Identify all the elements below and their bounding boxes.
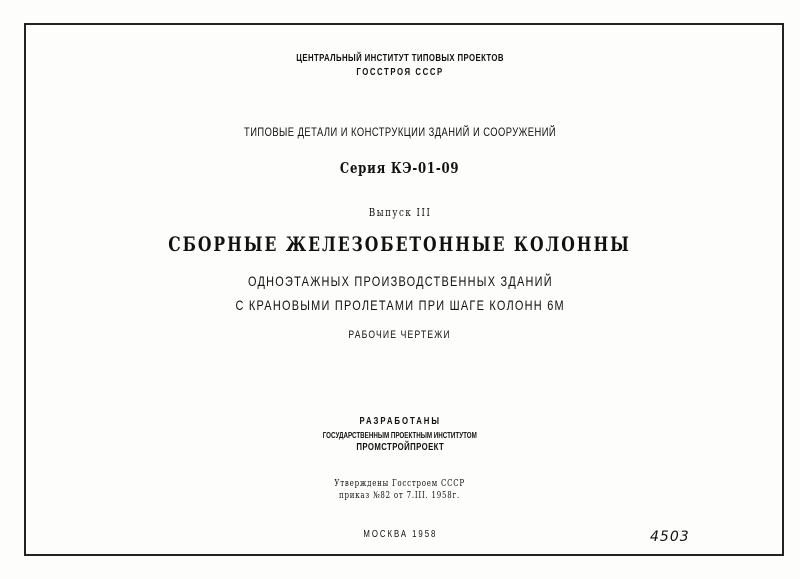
- subtitle-line-2: С КРАНОВЫМИ ПРОЛЕТАМИ ПРИ ШАГЕ КОЛОНН 6М: [235, 297, 565, 313]
- document-type: РАБОЧИЕ ЧЕРТЕЖИ: [348, 329, 452, 341]
- approval-line-2: приказ №82 от 7.III. 1958г.: [339, 491, 461, 501]
- approval-line-1: Утверждены Госстроем СССР: [334, 479, 466, 489]
- main-title: СБОРНЫЕ ЖЕЛЕЗОБЕТОННЫЕ КОЛОННЫ: [168, 232, 632, 256]
- sheet-number: 4503: [650, 529, 690, 545]
- subtitle-line-1: ОДНОЭТАЖНЫХ ПРОИЗВОДСТВЕННЫХ ЗДАНИЙ: [247, 273, 553, 289]
- page-frame: [24, 23, 784, 556]
- issue-label: Выпуск III: [368, 206, 432, 219]
- collection-title: ТИПОВЫЕ ДЕТАЛИ И КОНСТРУКЦИИ ЗДАНИЙ И СООРУЖЕНИЙ: [243, 125, 557, 139]
- city-year: МОСКВА 1958: [363, 529, 437, 540]
- series-label: Серия КЭ-01-09: [340, 159, 460, 177]
- institute-name: ЦЕНТРАЛЬНЫЙ ИНСТИТУТ ТИПОВЫХ ПРОЕКТОВ: [296, 53, 504, 64]
- developer-institute: ГОСУДАРСТВЕННЫМ ПРОЕКТНЫМ ИНСТИТУТОМ: [322, 431, 478, 440]
- developed-label: РАЗРАБОТАНЫ: [359, 416, 441, 427]
- developer-name: ПРОМСТРОЙПРОЕКТ: [356, 442, 444, 453]
- institute-gosstroy: ГОССТРОЯ СССР: [356, 67, 444, 78]
